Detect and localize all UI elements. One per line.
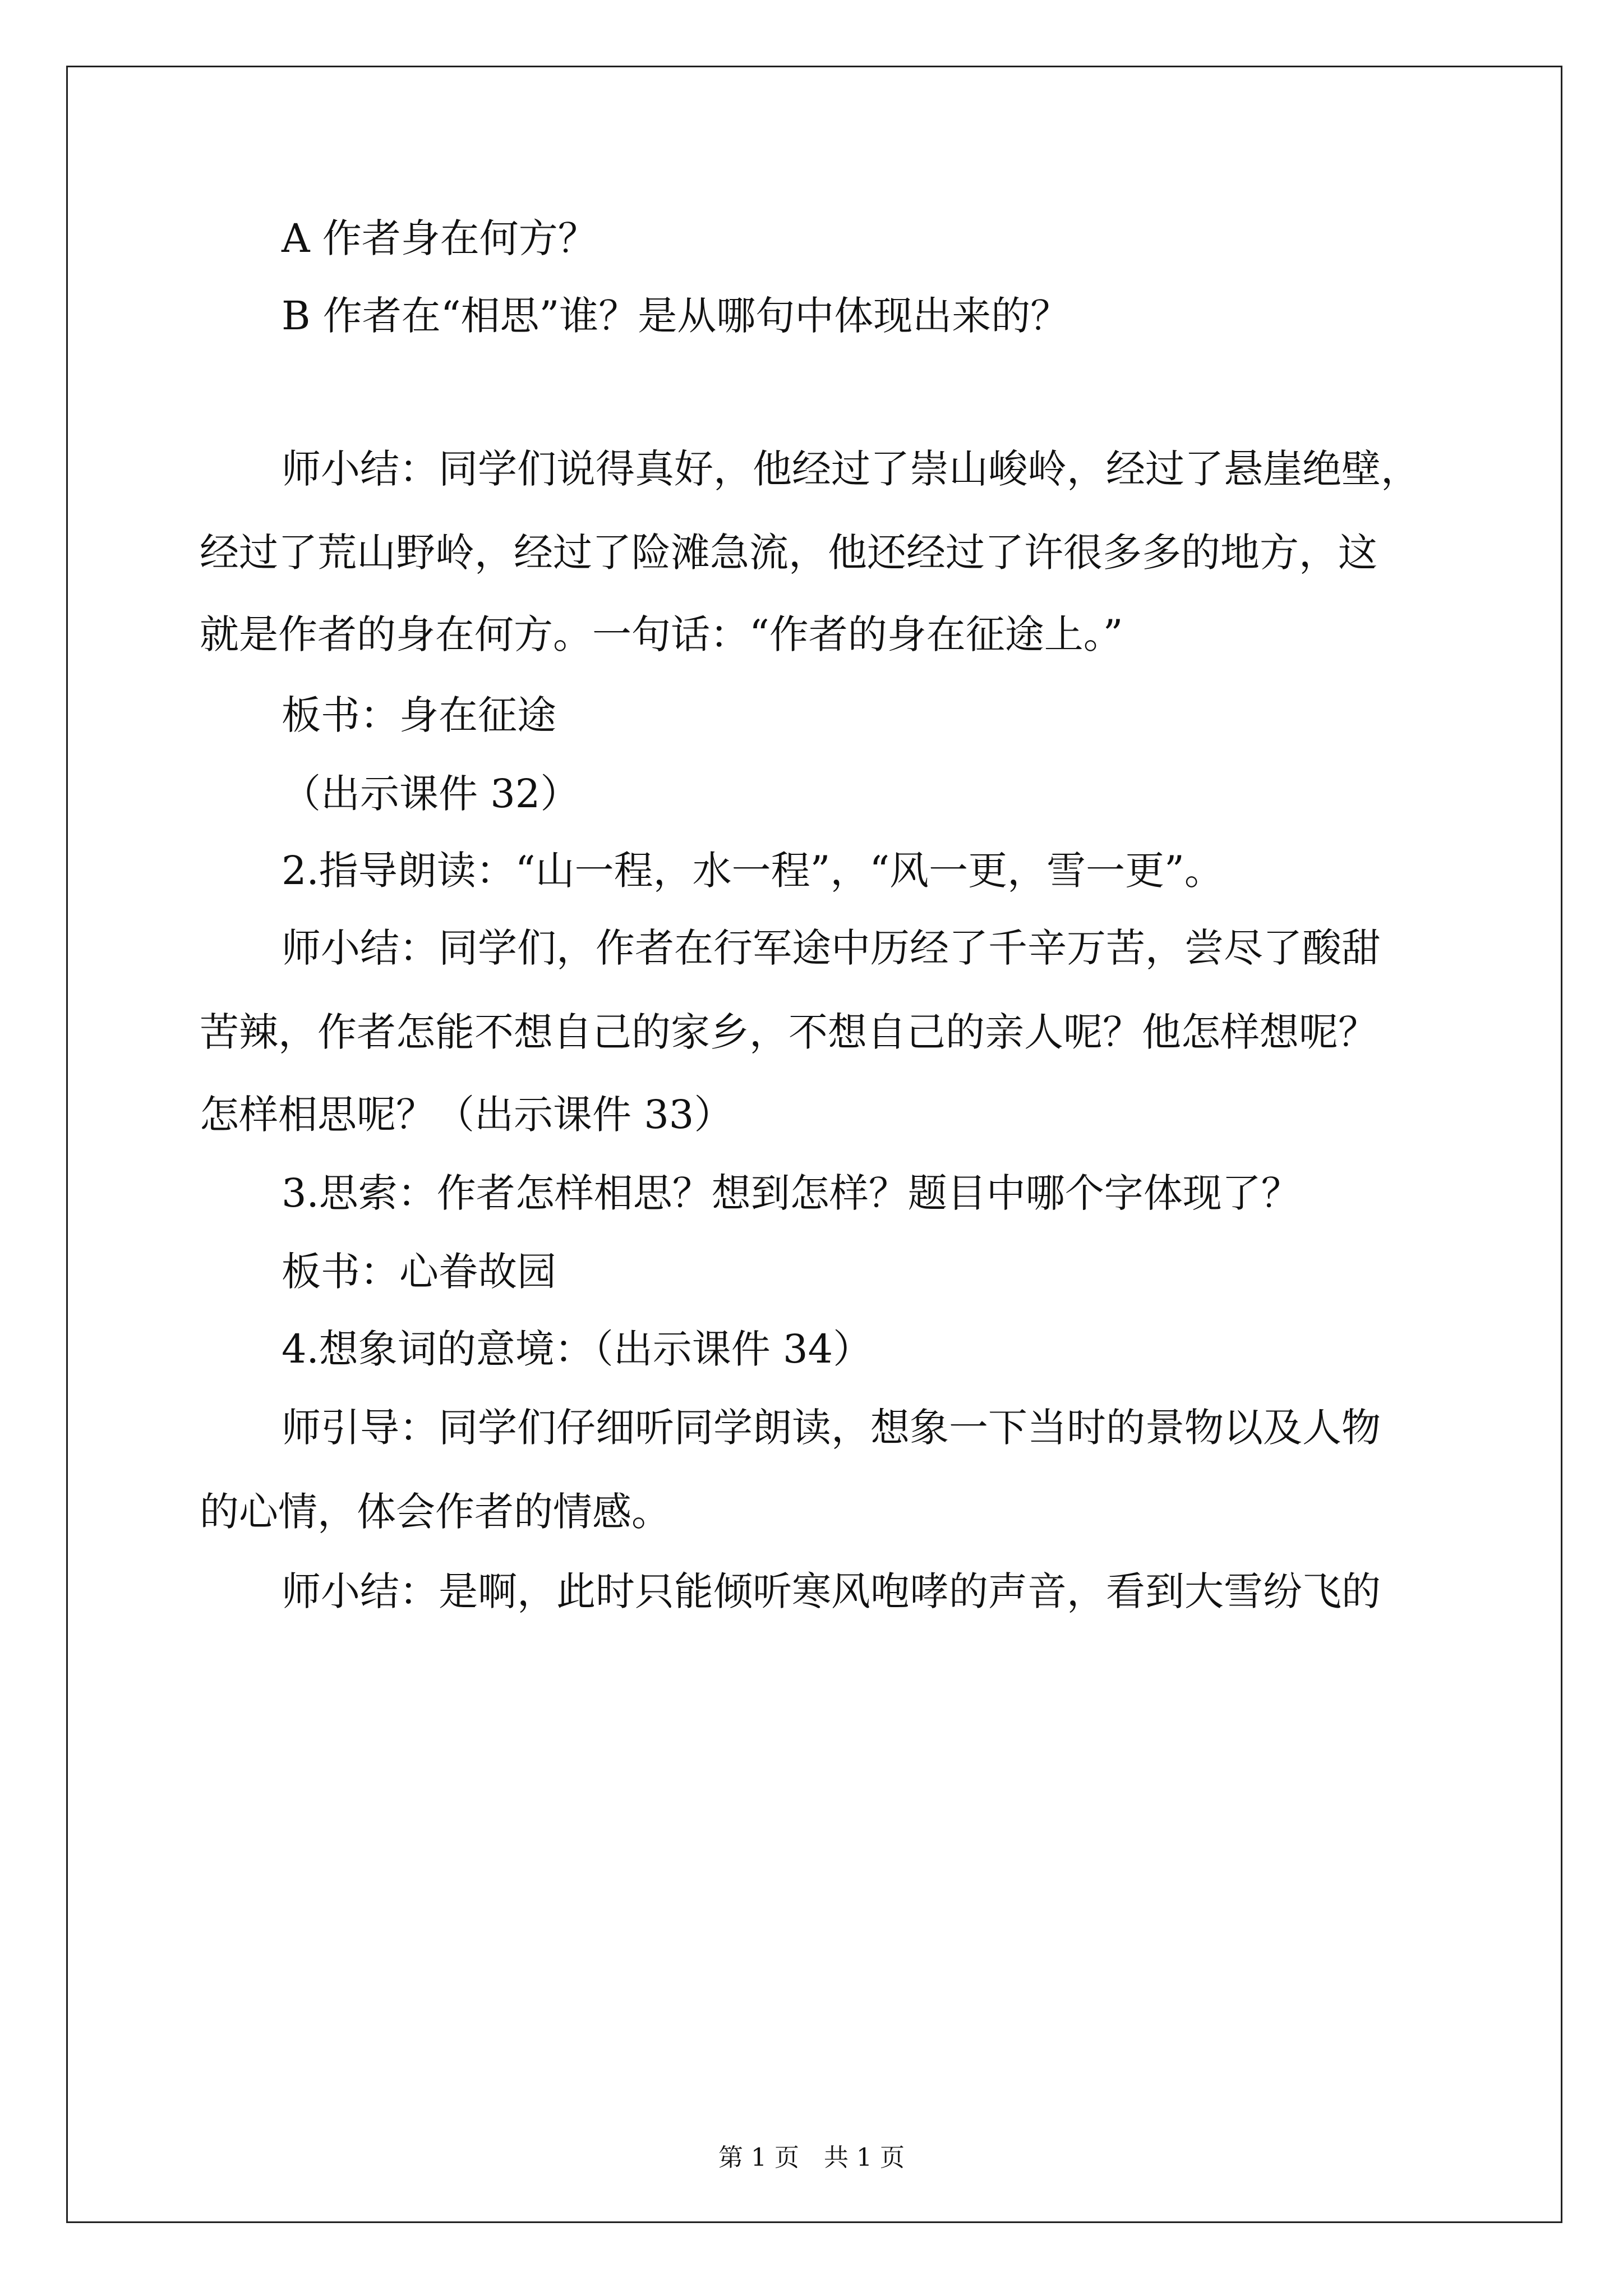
text-line: 4.想象词的意境：（出示课件 34） xyxy=(282,1326,873,1372)
text-line: 师引导：同学们仔细听同学朗读，想象一下当时的景物以及人物 xyxy=(282,1405,1381,1451)
text-line: 2.指导朗读：“山一程，水一程”，“风一更，雪一更”。 xyxy=(282,848,1224,894)
text-line: 师小结：同学们，作者在行军途中历经了千辛万苦，尝尽了酸甜 xyxy=(282,925,1381,971)
page-border xyxy=(66,66,1562,2223)
text-line: A 作者身在何方？ xyxy=(282,215,597,261)
text-line: 怎样相思呢？（出示课件 33） xyxy=(200,1092,734,1138)
text-line: 板书：心眷故园 xyxy=(282,1249,556,1295)
text-line: 就是作者的身在何方。一句话：“作者的身在征途上。” xyxy=(200,611,1123,657)
text-line: 师小结：同学们说得真好，他经过了崇山峻岭，经过了悬崖绝壁， xyxy=(282,446,1420,492)
text-line: 3.思索：作者怎样相思？想到怎样？题目中哪个字体现了？ xyxy=(282,1170,1301,1216)
text-line: 板书：身在征途 xyxy=(282,692,556,738)
page-number-footer: 第 1 页 共 1 页 xyxy=(718,2143,905,2172)
text-line: B 作者在“相思”谁？是从哪句中体现出来的？ xyxy=(282,293,1070,339)
text-line: 苦辣，作者怎能不想自己的家乡，不想自己的亲人呢？他怎样想呢？ xyxy=(200,1009,1377,1055)
text-line: 经过了荒山野岭，经过了险滩急流，他还经过了许很多多的地方，这 xyxy=(200,530,1377,576)
text-line: 的心情，体会作者的情感。 xyxy=(200,1489,671,1535)
text-line: 师小结：是啊，此时只能倾听寒风咆哮的声音，看到大雪纷飞的 xyxy=(282,1568,1381,1614)
text-line: （出示课件 32） xyxy=(282,771,580,817)
